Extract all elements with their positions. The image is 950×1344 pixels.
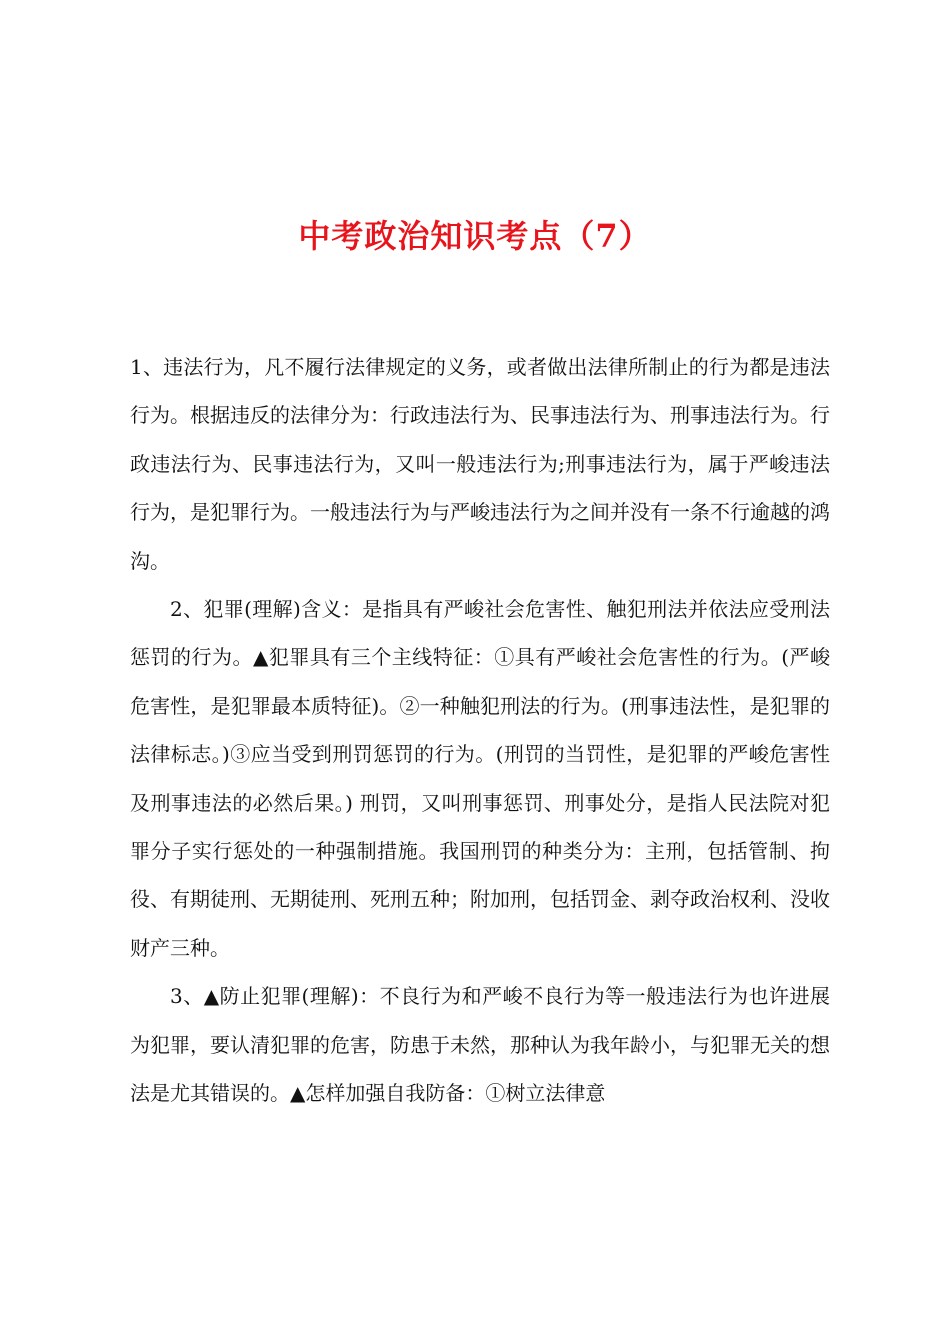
paragraph-3: 3、▲防止犯罪(理解)：不良行为和严峻不良行为等一般违法行为也许进展为犯罪，要认清犯罪的危害，防患于未然，那种认为我年龄小，与犯罪无关的想法是尤其错误的。▲怎样加强自我防备：①树立法律意 xyxy=(130,984,830,1106)
document-title: 中考政治知识考点（7） xyxy=(298,217,652,255)
paragraph-1: 1、违法行为，凡不履行法律规定的义务，或者做出法律所制止的行为都是违法行为。根据违反的法律分为：行政违法行为、民事违法行为、刑事违法行为。行政违法行为、民事违法行为，又叫一般违法行为;刑事违法行为，属于严峻违法行为，是犯罪行为。一般违法行为与严峻违法行为之间并没有一条不行逾越的鸿沟。 xyxy=(130,355,830,573)
paragraph-2: 2、犯罪(理解)含义：是指具有严峻社会危害性、触犯刑法并依法应受刑法惩罚的行为。▲犯罪具有三个主线特征：①具有严峻社会危害性的行为。(严峻危害性，是犯罪最本质特征)。②一种触犯刑法的行为。(刑事违法性，是犯罪的法律标志。)③应当受到刑罚惩罚的行为。(刑罚的当罚性，是犯罪的严峻危害性及刑事违法的必然后果。) 刑罚，又叫刑事惩罚、刑事处分，是指人民法院对犯罪分子实行惩处的一种强制措施。我国刑罚的种类分为：主刑，包括管制、拘役、有期徒刑、无期徒刑、死刑五种；附加刑，包括罚金、剥夺政治权利、没收财产三种。 xyxy=(130,597,830,960)
document-body xyxy=(130,343,830,1118)
